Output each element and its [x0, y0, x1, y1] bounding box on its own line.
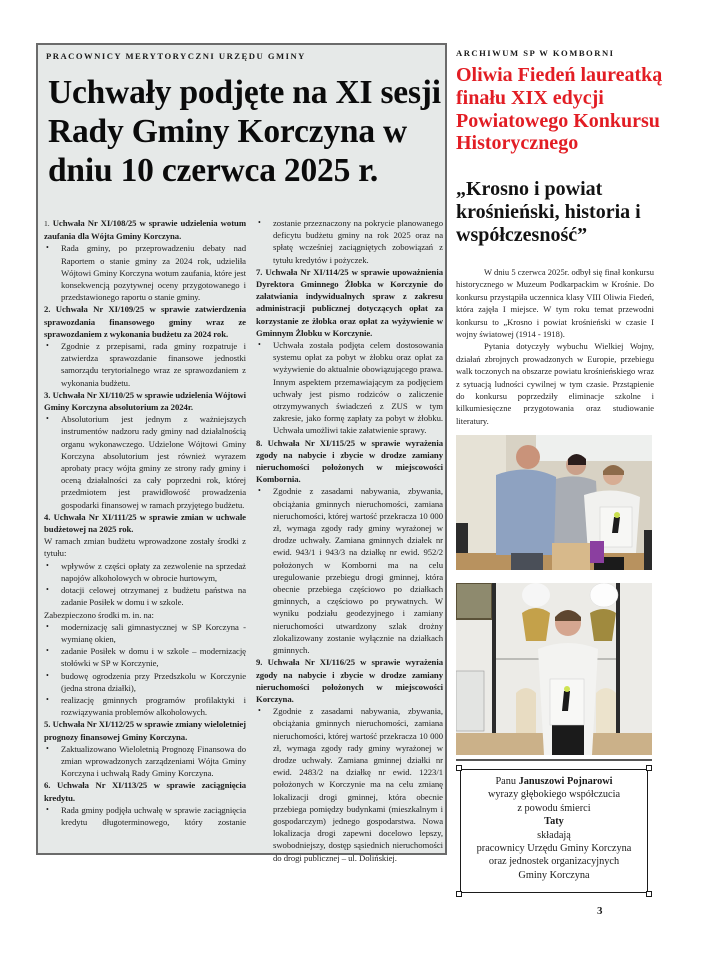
frame-corner — [646, 765, 652, 771]
paragraph: Pytania dotyczyły wybuchu Wielkiej Wojny, działań zbrojnych prowadzonych w Europie, przebiegu walk toczonych na obszarze powiatu krośnieńskiego wraz z sytuacją ludności cywilnej w tym czasie. Przstąpienie do konkursu poprzedziły eliminacje szkolne i kilkumiesięczne przygotowania oraz studiowanie literatury. — [456, 341, 654, 426]
photo-award-ceremony — [456, 435, 652, 570]
resolutions-article — [36, 43, 447, 863]
article-title-red: Oliwia Fiedeń laureatką finału XIX edycji Powiatowego Konkursu Historycznego — [456, 64, 663, 155]
condolence-line: z powodu śmierci — [517, 802, 591, 814]
condolence-line: wyrazy głębokiego współczucia — [487, 789, 621, 801]
condolence-line: Panu Januszowi Pojnarowi — [495, 776, 613, 787]
resolution-bullet: • Uchwała została podjęta celem dostosowania systemu opłat za pobyt w żłobku oraz opłat za wyżywienie do aktualnie obowiązującego prawa. Innym aspektem przemawiającym za podjęciem uchwały jest pismo rodziców o zaliczenie otrzymywanych świadczeń z ZUS w tym zakresie, jako formę zapłaty za pobyt w żłobku. Uchwała umożliwi takie załatwienie sprawy. — [256, 339, 443, 437]
resolution-text: Zabezpieczono środki m. in. na: — [44, 609, 154, 620]
resolution-bullet: • zadanie Posiłek w domu i w szkole – modernizację stołówki w SP w Korczynie, — [44, 645, 246, 669]
resolution-heading: 2. Uchwała Nr XI/109/25 w sprawie zatwierdzenia sprawozdania finansowego gminy wraz ze sprawozdaniem z wykonania budżetu za 2024 rok. — [44, 304, 246, 339]
resolution-heading: 9. Uchwała Nr XI/116/25 w sprawie wyrażenia zgody na nabycie i zbycie w drodze zamiany nieruchomości położonych w miejscowości Korczyna. — [256, 657, 443, 704]
resolution-bullet: • dotacji celowej otrzymanej z budżetu państwa na zadanie Posiłek w domu i w szkole. — [44, 584, 246, 608]
frame-corner — [456, 765, 462, 771]
frame-corner — [646, 891, 652, 897]
condolence-line: Gminy Korczyna — [518, 869, 590, 881]
divider — [456, 759, 652, 761]
condolence-line: Taty — [544, 816, 564, 828]
frame-corner — [456, 891, 462, 897]
article-title: Uchwały podjęte na XI sesji Rady Gminy Korczyna w dniu 10 czerwca 2025 r. — [48, 74, 441, 189]
resolution-heading: 8. Uchwała Nr XI/115/25 w sprawie wyrażenia zgody na nabycie i zbycie w drodze zamiany nieruchomości położonych w miejscowości Kombornia. — [256, 437, 443, 485]
resolution-bullet: • Rada gminy podjęła uchwałę w sprawie zaciągnięcia kredytu długoterminowego, który zostanie — [44, 804, 246, 828]
resolution-bullet: • Rada gminy, po przeprowadzeniu debaty nad Raportem o stanie gminy za 2024 rok, udzieliła Wójtowi Gminy Korczyna wotum zaufania, które jest konsekwencją pozytywnej oceny przygotowanego i przedstawionego raportu o stanie gminy. — [44, 242, 246, 303]
resolution-heading: 4. Uchwała Nr XI/111/25 w sprawie zmian w uchwale budżetowej na 2025 rok. — [44, 511, 246, 535]
resolution-heading: 1. Uchwała Nr XI/108/25 w sprawie udzielenia wotum zaufania dla Wójta Gminy Korczyna. — [44, 218, 246, 242]
article-subtitle: „Krosno i powiat krośnieński, historia i współczesność” — [456, 178, 641, 246]
text-column-1 — [44, 217, 246, 828]
resolution-bullet-continued: • zostanie przeznaczony na pokrycie planowanego deficytu budżetu gminy na rok 2025 oraz na spłatę wcześniej zaciągniętych zobowiązań z tytułu kredytów i pożyczek. — [256, 217, 443, 266]
resolution-heading: 5. Uchwała Nr XI/112/25 w sprawie zmiany wieloletniej prognozy finansowej Gminy Korczyna. — [44, 719, 246, 742]
condolence-line: składają — [537, 829, 571, 841]
resolution-bullet: • Absolutorium jest jednym z ważniejszych instrumentów nadzoru rady gminy nad działalnością organu wykonawczego. Udzielone Wójtowi Gminy Korczyna absolutorium jest również wyrazem aprobaty pracy wójta gminy ze strony rady gminy i oceną działalności za cały poprzedni rok, której przedmiotem jest prawidłowość prowadzenia gospodarki finansowej w ramach przyjętego budżetu. — [44, 413, 246, 511]
condolence-recipient: Januszowi Pojnarowi — [518, 776, 613, 787]
condolence-notice — [460, 769, 648, 893]
resolution-bullet: • Zaktualizowano Wieloletnią Prognozę Finansowa do zmian wprowadzonych zarządzeniami Wójta Gminy Korczyna i uchwałą Rady Gminy Korczyna. — [44, 743, 246, 780]
resolution-heading: 3. Uchwała Nr XI/110/25 w sprawie udzielenia Wójtowi Gminy Korczyna absolutorium za 2024r. — [44, 389, 246, 413]
resolution-bullet: • wpływów z części opłaty za zezwolenie na sprzedaż napojów alkoholowych w obrocie hurtowym, — [44, 560, 246, 584]
resolution-heading: 6. Uchwała Nr XI/113/25 w sprawie zaciągnięcia kredytu. — [44, 780, 246, 803]
section-label: PRACOWNICY MERYTORYCZNI URZĘDU GMINY — [46, 51, 306, 61]
paragraph: W dniu 5 czerwca 2025r. odbył się finał konkursu historycznego w Muzeum Podkarpackim w Krośnie. Do konkursu przystąpiła uczennica klasy VIII Oliwia Fiedeń, która zajęła I miejsce. W tym roku temat przewodni konkursu to „Krosno i powiat krośnieński w czasie I wojny światowej (1914 - 1918). — [456, 267, 654, 340]
condolence-line: oraz jednostek organizacyjnych — [488, 856, 620, 868]
page-number: 3 — [597, 905, 603, 917]
resolution-text: W ramach zmian budżetu wprowadzone zostały środki z tytułu: — [44, 536, 246, 559]
photo-laureate — [456, 583, 652, 755]
article-body — [456, 266, 654, 427]
text-column-2 — [256, 217, 443, 864]
resolution-bullet: • realizację gminnych programów profilaktyki i rozwiązywania problemów alkoholowych. — [44, 694, 246, 718]
section-label: ARCHIWUM SP W KOMBORNI — [456, 48, 615, 58]
resolution-bullet: • Zgodnie z przepisami, rada gminy rozpatruje i zatwierdza sprawozdanie finansowe jednostki samorządu terytorialnego wraz ze sprawozdaniem z wykonania budżetu. — [44, 340, 246, 389]
resolution-heading: 7. Uchwała Nr XI/114/25 w sprawie upoważnienia Dyrektora Gminnego Żłobka w Korczynie do załatwiania indywidualnych spraw z zakresu administracji publicznej dotyczących opłat za korzystanie ze żłobka oraz opłat za wyżywienie w Gminnym Żłobku w Korczynie. — [256, 266, 443, 338]
resolution-bullet: • budowę ogrodzenia przy Przedszkolu w Korczynie (jedna strona działki), — [44, 670, 246, 694]
resolution-bullet: • modernizację sali gimnastycznej w SP Korczyna - wymianę okien, — [44, 621, 246, 645]
resolution-bullet: • Zgodnie z zasadami nabywania, zbywania, obciążania gminnych nieruchomości, zamiana nieruchomości, której wartość przekracza 10 000 zł, wymaga zgody rady gminy wyrażonej w drodze uchwały. Zamiana gminnej działki nr ewid. 2483/2 na działkę nr ewid. 1223/1 położonych w Korczynie ma na celu zmianę lokalizacji drogi gminnej, która obecnie przebiega pomiędzy budynkami (mieszkalnym i gospodarczym) jednego gospodarstwa. Nowa lokalizacja drogi zapewni docelowo lepszy, swobodniejszy, dostęp sąsiednich nieruchomości do drogi publicznej – ul. Dolińskiej. — [256, 705, 443, 864]
resolution-bullet: • Zgodnie z zasadami nabywania, zbywania, obciążania gminnych nieruchomości, zamiana nieruchomości, której wartość przekracza 10 000 zł, wymaga zgody rady gminy wyrażonej w drodze uchwały. Zamiana gminnych działek nr ewid. 943/1 i 943/3 na działkę nr ewid. 952/2 położonych w Komborni ma na celu uregulowanie przebiegu drogi gminnej, która obecnie przebiega częściowo po działkach gminnych, a częściowo po prywatnych. W wyniku podziału geodezyjnego i zamiany nieruchomości utwardzony szlak drożny zlokalizowany zostanie wyłącznie na działkach gminnych. — [256, 485, 443, 656]
condolence-line: pracownicy Urzędu Gminy Korczyna — [476, 843, 632, 855]
